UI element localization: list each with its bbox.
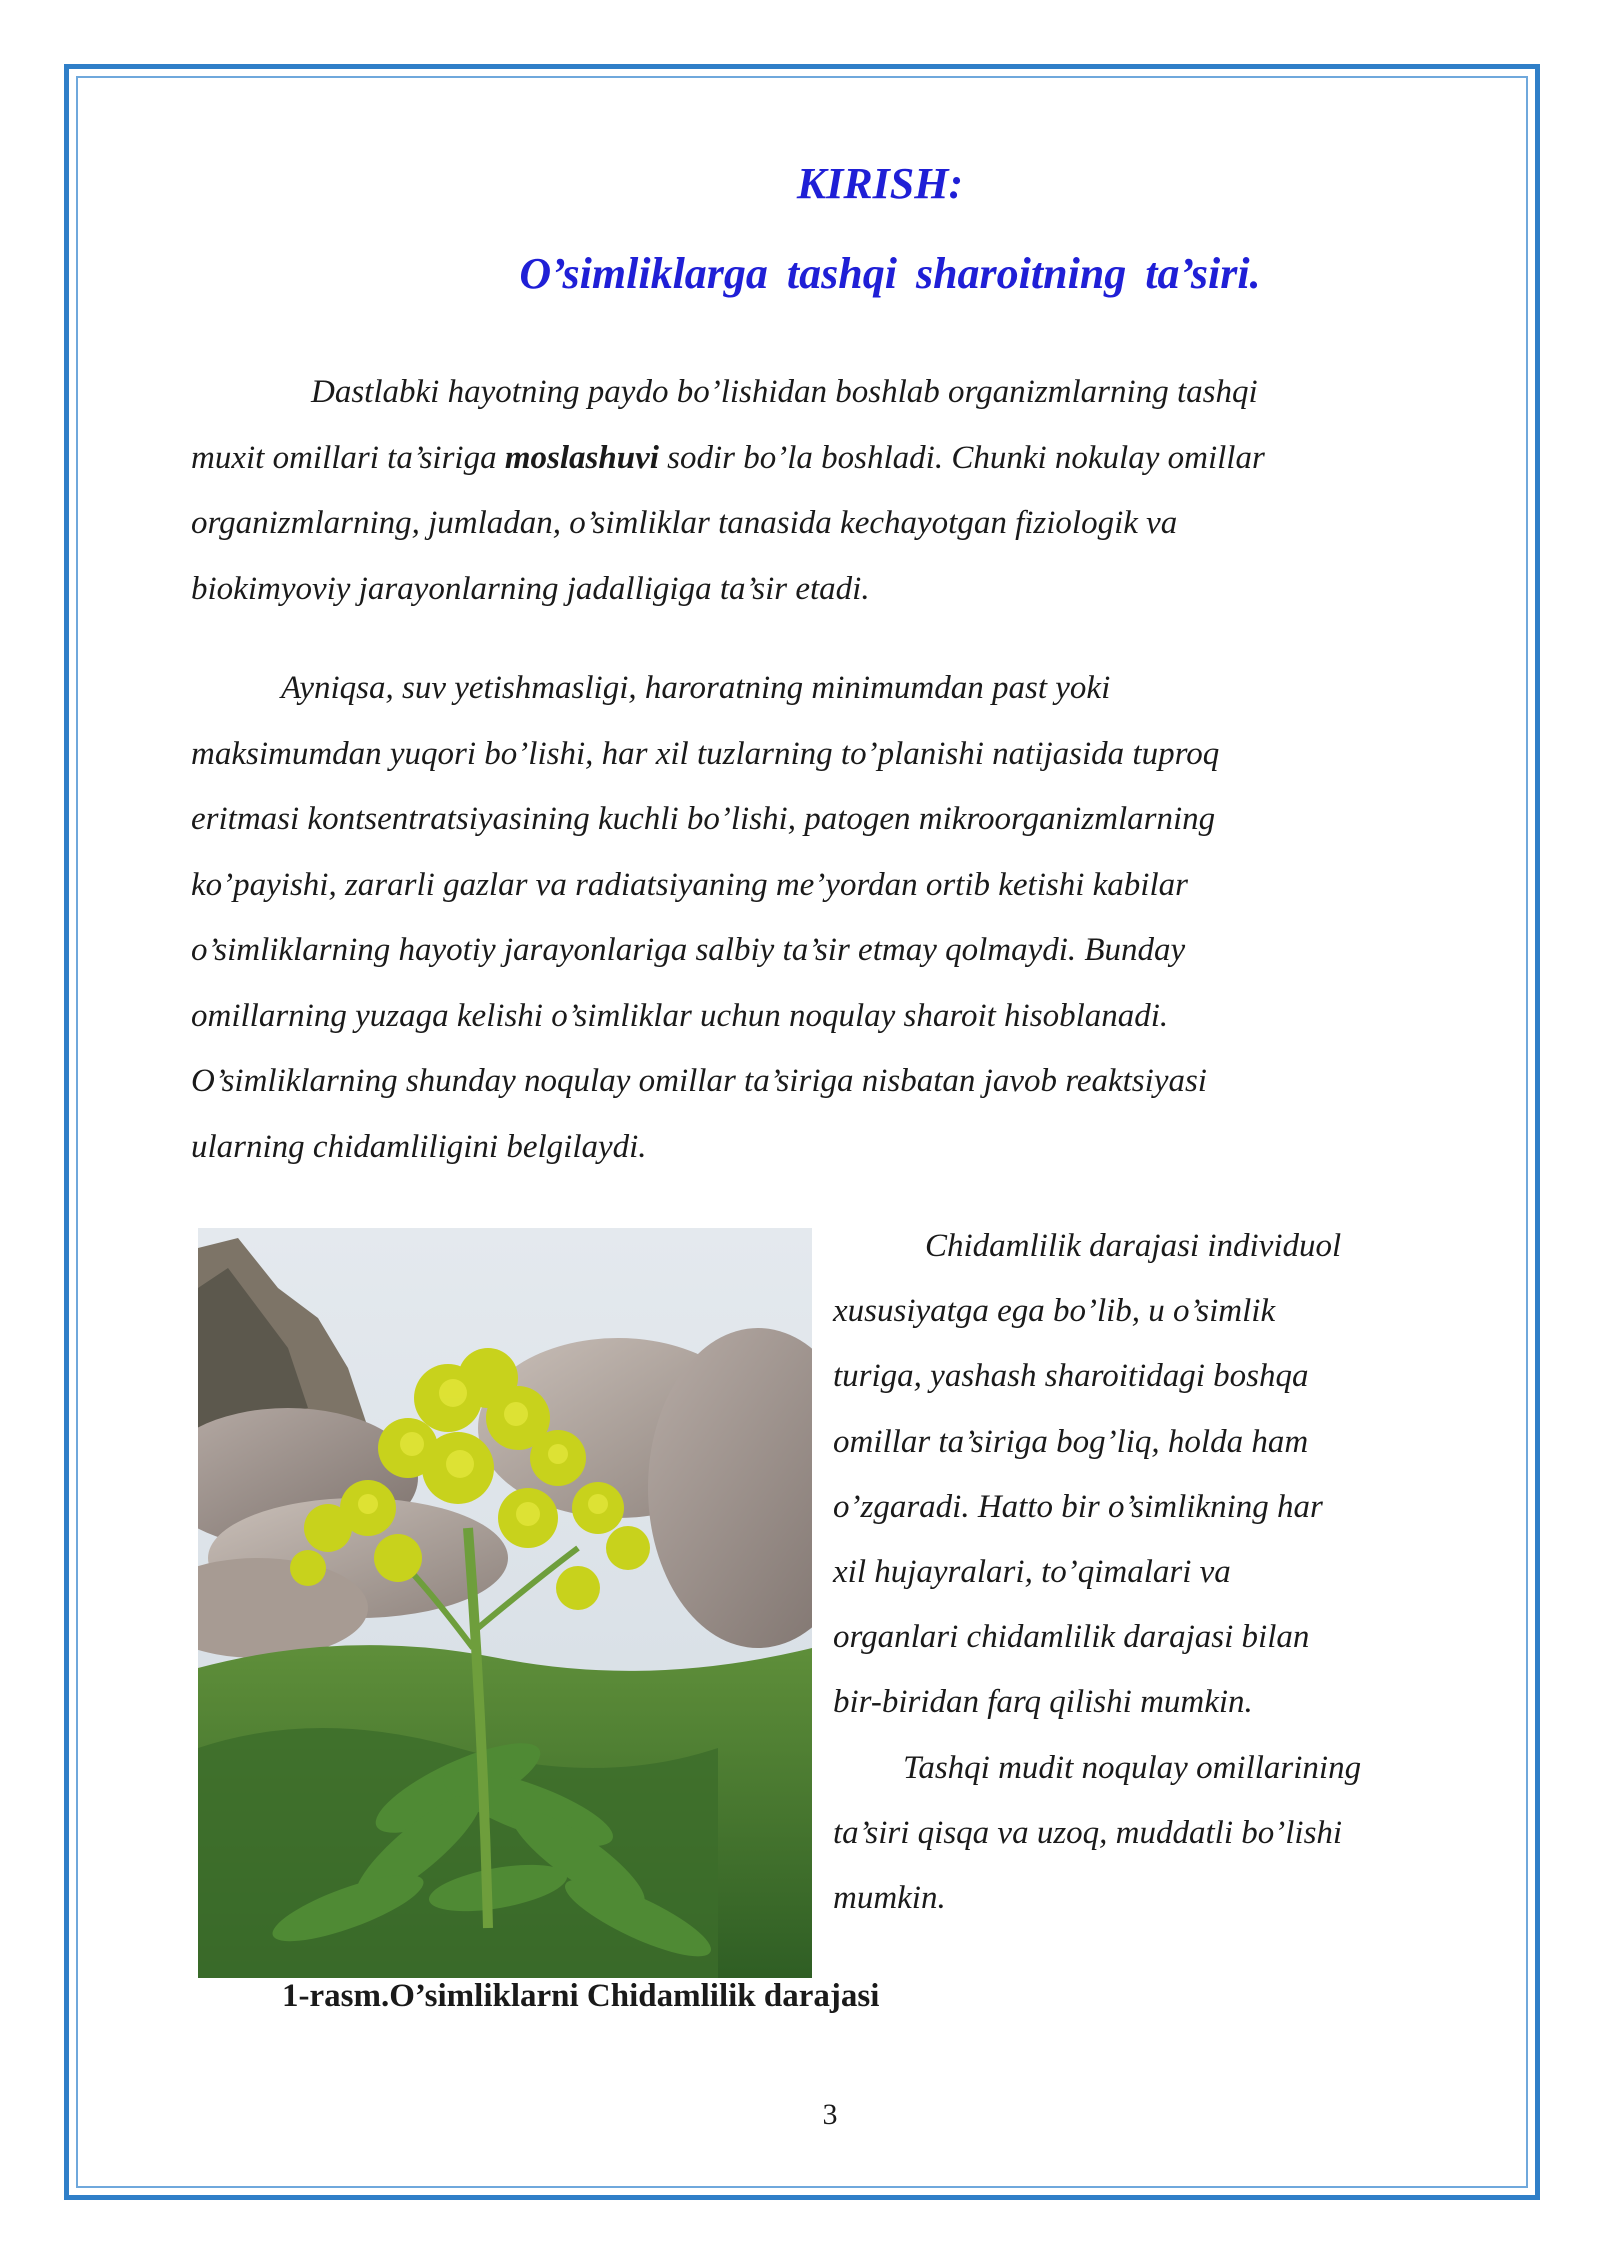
paragraph-line: Chidamlilik darajasi individuol xyxy=(925,1228,1342,1264)
paragraph-line: o’zgaradi. Hatto bir o’simlikning har xyxy=(833,1488,1323,1525)
plant-photo xyxy=(198,1228,812,1978)
paragraph-line: o’simliklarning hayotiy jarayonlariga salbiy ta’sir etmay qolmaydi. Bunday xyxy=(191,932,1186,968)
paragraph-line: eritmasi kontsentratsiyasining kuchli bo’lishi, patogen mikroorganizmlarning xyxy=(191,801,1216,837)
section-title: KIRISH: xyxy=(796,159,964,208)
paragraph-line: ta’siri qisqa va uzoq, muddatli bo’lishi xyxy=(833,1814,1343,1851)
paragraph-line: O’simliklarning shunday noqulay omillar ta’siriga nisbatan javob reaktsiyasi xyxy=(191,1063,1207,1099)
paragraph-intro xyxy=(191,360,1451,622)
paragraph-line: ularning chidamliligini belgilaydi. xyxy=(191,1128,647,1165)
paragraph-factors xyxy=(191,656,1451,1180)
paragraph-line: biokimyoviy jarayonlarning jadalligiga ta’sir etadi. xyxy=(191,570,870,607)
paragraph-line xyxy=(191,426,1451,492)
paragraph-line: ko’payishi, zararli gazlar va radiatsiyaning me’yordan ortib ketishi kabilar xyxy=(191,866,1188,903)
text-run: sodir bo’la boshladi. Chunki nokulay omillar xyxy=(658,439,1265,476)
paragraph-line: mumkin. xyxy=(833,1880,946,1917)
paragraph-line: Ayniqsa, suv yetishmasligi, haroratning minimumdan past yoki xyxy=(281,670,1111,706)
figure-side-text xyxy=(833,1214,1453,1931)
paragraph-line: Tashqi mudit noqulay omillarining xyxy=(903,1749,1362,1786)
paragraph-line: Dastlabki hayotning paydo bo’lishidan boshlab organizmlarning tashqi xyxy=(311,374,1258,410)
bold-term: moslashuvi xyxy=(504,439,659,476)
paragraph-line: omillar ta’siriga bog’liq, holda ham xyxy=(833,1423,1309,1460)
paragraph-line: xil hujayralari, to’qimalari va xyxy=(833,1554,1231,1591)
paragraph-line: organlari chidamlilik darajasi bilan xyxy=(833,1619,1310,1656)
figure-caption: 1-rasm.O’simliklarni Chidamlilik darajasi xyxy=(282,1978,880,2014)
paragraph-line: xususiyatga ega bo’lib, u o’simlik xyxy=(833,1293,1276,1330)
plant-photo-illustration xyxy=(198,1228,812,1978)
text-run: muxit omillari ta’siriga xyxy=(191,439,505,476)
paragraph-line: bir-biridan farq qilishi mumkin. xyxy=(833,1684,1253,1721)
paragraph-line: organizmlarning, jumladan, o’simliklar tanasida kechayotgan fiziologik va xyxy=(191,505,1178,541)
paragraph-line: turiga, yashash sharoitidagi boshqa xyxy=(833,1358,1309,1395)
section-subtitle: O’simliklarga tashqi sharoitning ta’siri. xyxy=(519,249,1261,298)
paragraph-line: omillarning yuzaga kelishi o’simliklar uchun noqulay sharoit hisoblanadi. xyxy=(191,997,1169,1034)
page-number: 3 xyxy=(822,2098,838,2131)
paragraph-line: maksimumdan yuqori bo’lishi, har xil tuzlarning to’planishi natijasida tuproq xyxy=(191,735,1220,772)
